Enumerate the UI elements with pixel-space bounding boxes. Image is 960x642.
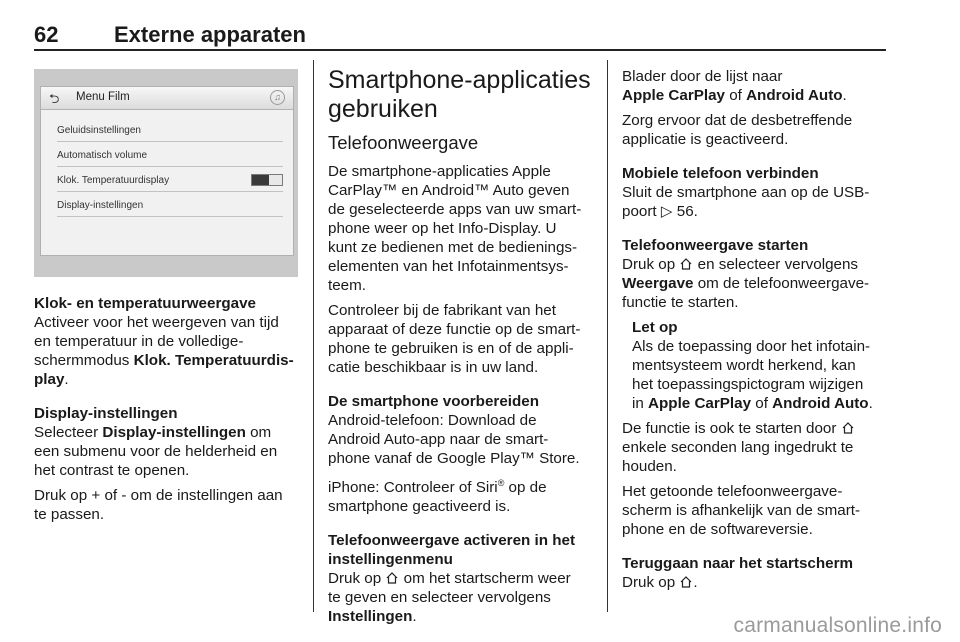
body-line: Controleer bij de fabrikant van het (328, 302, 556, 319)
body-line: Druk op om het startscherm weer (328, 570, 571, 588)
body-line: poort ▷ 56. (622, 203, 698, 220)
toggle-switch (251, 174, 283, 186)
body-line: Weergave om de telefoonweergave- (622, 275, 870, 292)
body-line: schermmodus Klok. Temperatuurdis- (34, 352, 294, 369)
page-title: Externe apparaten (114, 22, 306, 47)
menu-item (57, 146, 283, 167)
note-line: mentsysteem wordt herkend, kan (632, 357, 856, 374)
section-title: gebruiken (328, 95, 438, 123)
body-line: Zorg ervoor dat de desbetreffende (622, 112, 853, 129)
body-line: elementen van het Infotainmentsys- (328, 258, 569, 275)
section-heading: Teruggaan naar het startscherm (622, 555, 853, 572)
screen-menu-title: Menu Film (76, 91, 130, 103)
note-line: het toepassingspictogram wijzigen (632, 376, 864, 393)
menu-item-label: Automatisch volume (57, 150, 148, 161)
note-line: Als de toepassing door het infotain- (632, 338, 871, 355)
section-heading: Display-instellingen (34, 405, 178, 422)
menu-item-label: Klok. Temperatuurdisplay (57, 175, 170, 186)
section-heading: instellingenmenu (328, 551, 453, 569)
body-line: Sluit de smartphone aan op de USB- (622, 184, 870, 201)
section-heading: Klok- en temperatuurweergave (34, 295, 256, 312)
body-line: teem. (328, 277, 366, 294)
body-line: apparaat of deze functie op de smart- (328, 321, 581, 338)
section-heading: Mobiele telefoon verbinden (622, 165, 819, 182)
body-line: catie beschikbaar is in uw land. (328, 359, 539, 376)
page-header (34, 22, 886, 52)
body-line: Druk op en selecteer vervolgens (622, 256, 859, 273)
body-line: phone en de softwareversie. (622, 521, 813, 538)
home-icon (385, 571, 399, 585)
body-line: phone vanaf de Google Play™ Store. (328, 450, 580, 467)
music-note-icon: ♫ (270, 90, 285, 105)
body-line: het contrast te openen. (34, 462, 190, 479)
home-icon (679, 575, 693, 589)
home-icon (679, 257, 693, 271)
body-line: smartphone geactiveerd is. (328, 498, 511, 516)
body-line: en temperatuur in de volledige- (34, 333, 244, 350)
screen-title-bar (41, 87, 293, 110)
body-line: De functie is ook te starten door (622, 419, 890, 438)
note-line: in Apple CarPlay of Android Auto. (632, 395, 873, 412)
body-line: CarPlay™ en Android™ Auto geven (328, 182, 570, 199)
page-reference[interactable]: 56 (676, 203, 694, 220)
body-line: Druk op + of - om de instellingen aan (34, 487, 283, 504)
section-heading: Telefoonweergave activeren in het (328, 532, 576, 550)
infotainment-screen (40, 86, 294, 256)
menu-item (57, 196, 283, 217)
body-line: scherm is afhankelijk van de smart- (622, 502, 861, 519)
body-line: Android Auto-app naar de smart- (328, 431, 549, 448)
column-divider (313, 60, 314, 612)
column-divider (607, 60, 608, 612)
body-line: Instellingen. (328, 608, 417, 626)
section-heading: Telefoonweergave starten (622, 237, 809, 254)
body-line: Druk op . (622, 574, 698, 591)
page-number: 62 (34, 22, 59, 47)
reference-arrow-icon: ▷ (660, 203, 673, 220)
body-line: functie te starten. (622, 294, 739, 311)
body-line: De smartphone-applicaties Apple (328, 163, 551, 180)
body-line: de geselecteerde apps van uw smart- (328, 201, 582, 218)
body-line: Android-telefoon: Download de (328, 412, 537, 429)
section-title: Smartphone-applicaties (328, 66, 591, 94)
left-column (34, 294, 304, 524)
menu-item (57, 121, 283, 142)
body-line: Apple CarPlay of Android Auto. (622, 87, 847, 104)
body-line: te geven en selecteer vervolgens (328, 589, 551, 607)
menu-item-label: Geluidsinstellingen (57, 125, 141, 136)
body-line: Activeer voor het weergeven van tijd (34, 314, 279, 331)
section-heading: De smartphone voorbereiden (328, 393, 539, 410)
body-line: kunt ze bedienen met de bedienings- (328, 239, 578, 256)
body-line: play. (34, 371, 69, 388)
body-line: iPhone: Controleer of Siri® op de (328, 478, 547, 497)
note-heading: Let op (632, 319, 678, 336)
body-line: Selecteer Display-instellingen om (34, 424, 272, 441)
menu-item-label: Display-instellingen (57, 200, 144, 211)
subsection-title: Telefoonweergave (328, 132, 479, 153)
watermark: carmanualsonline.info (733, 614, 942, 637)
middle-column (328, 66, 600, 626)
right-column (622, 67, 890, 592)
body-line: Het getoonde telefoonweergave- (622, 483, 843, 500)
body-line: applicatie is geactiveerd. (622, 131, 789, 148)
back-arrow-icon: ⮌ (49, 91, 60, 106)
body-line: te passen. (34, 506, 105, 523)
note-block (622, 318, 890, 413)
infotainment-screenshot (34, 69, 298, 277)
body-line: Blader door de lijst naar (622, 68, 783, 85)
toggle-fill (252, 175, 269, 185)
menu-item (57, 171, 283, 192)
home-icon (841, 421, 855, 435)
body-line: houden. (622, 458, 677, 475)
body-line: enkele seconden lang ingedrukt te (622, 439, 854, 456)
body-line: phone weer op het Info-Display. U (328, 220, 557, 237)
body-line: phone te gebruiken is en of de appli- (328, 340, 574, 357)
header-divider (34, 49, 886, 51)
body-line: een submenu voor de helderheid en (34, 443, 278, 460)
